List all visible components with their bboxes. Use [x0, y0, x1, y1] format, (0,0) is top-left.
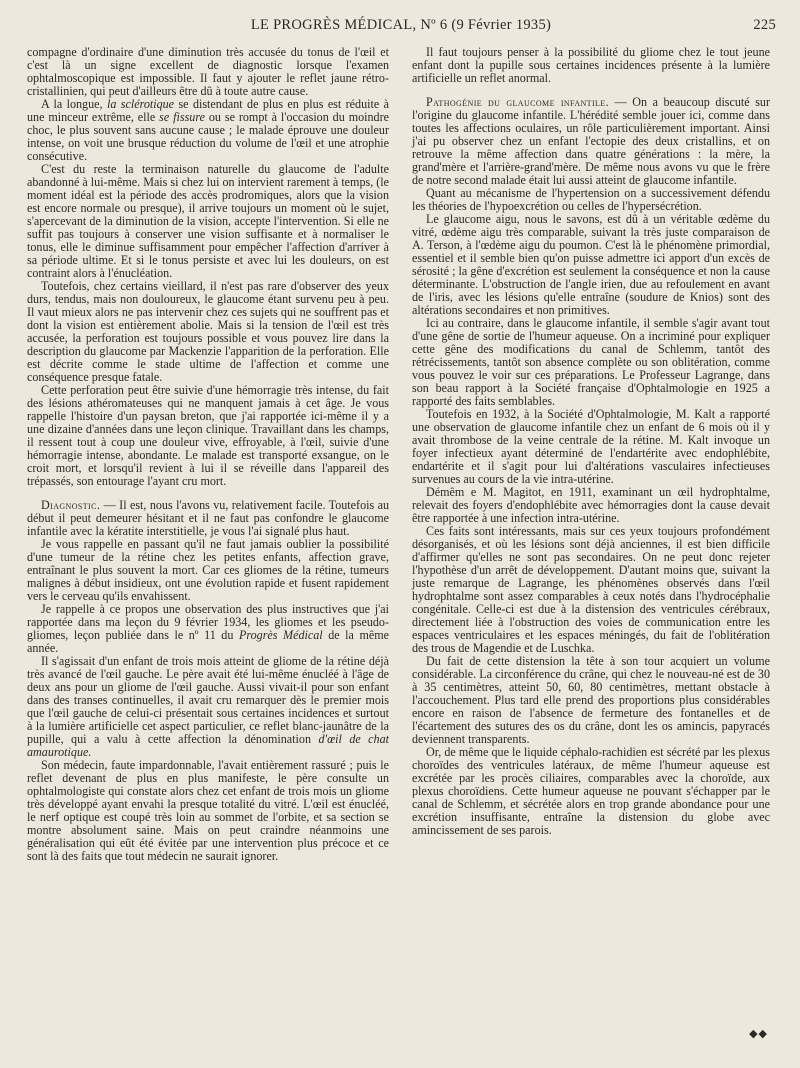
page-number: 225 [753, 17, 776, 33]
paragraph: Toutefois, chez certains vieillard, il n'est pas rare d'observer des yeux durs, tendus, mais non douloureux, le glaucome étant survenu peu à peu. Il vaut mieux alors ne pas intervenir chez ces sujets qui ne souffrent pas et dont la vision est entièrement abolie. Mais si la tension de l'œil est très accusée, la perforation est toujours possible et vous pouvez lire dans la description du glaucome par Mackenzie l'apparition de la perforation. Elle est décrite comme le stade ultime de l'affection et comme une conséquence presque fatale. [27, 279, 389, 384]
left-column [27, 46, 389, 863]
paragraph: Il s'agissait d'un enfant de trois mois atteint de gliome de la rétine déjà très avancé de l'œil gauche. Le père avait été lui-même énucléé à l'âge de deux ans pour un gliome de l'œil gauche. Aussi vivait-il pour son enfant dans des transes continuelles, il avait cru remarquer dès le premier mois que l'œil gauche de celui-ci présentait sous certaines incidences et surtout à la lumière artificielle cet aspect particulier, ce reflet blanc-jaunâtre de la pupille, qui a valu à cette affection la dénomination d'œil de chat amaurotique. [27, 654, 389, 759]
paragraph: Ici au contraire, dans le glaucome infantile, il semble s'agir avant tout d'une gêne de sortie de l'humeur aqueuse. On a incriminé pour expliquer cette gêne des modifications du canal de Schlemm, tantôt des rétrécissements, tantôt son absence complète ou son oblitération, comme vous pouvez le voir sur ces préparations. Le Professeur Lagrange, dans son beau rapport à la Société française d'Ophtalmologie en 1925 a rapporté des faits semblables. [412, 316, 770, 408]
paragraph: Il faut toujours penser à la possibilité du gliome chez le tout jeune enfant dont la pupille sous certaines incidences présente à la lumière artificielle un reflet anormal. [412, 45, 770, 85]
paragraph: compagne d'ordinaire d'une diminution très accusée du tonus de l'œil et c'est là un signe excellent de diagnostic lorsque l'examen ophtalmoscopique est impossible. Il faut y ajouter le reflet jaune rétro-cristallinien, qui peut d'ailleurs être dû à toute autre cause. [27, 45, 389, 98]
paragraph: Toutefois en 1932, à la Société d'Ophtalmologie, M. Kalt a rapporté une observation de glaucome infantile chez un enfant de 6 mois où il y avait thrombose de la veine centrale de la rétine. M. Kalt invoque un foyer infectieux ayant déterminé de l'endartérite avec endophlébite, endartérite et il s'agit pour lui d'altérations vasculaires infectieuses survenues au cours de la vie intra-utérine. [412, 407, 770, 486]
paragraph: Le glaucome aigu, nous le savons, est dû à un véritable œdème du vitré, œdème aigu très comparable, suivant la très juste comparaison de A. Terson, à l'œdème aigu du poumon. C'est là le phénomène primordial, essentiel et il semble bien qu'on puisse admettre ici apport d'un excès de sérosité ; la gêne d'excrétion est seulement la conséquence et non la cause déterminante. L'obstruction de l'angle irien, due au refoulement en avant de l'iris, avec les lésions qu'elle entraîne (soudure de Knios) sont des altérations secondaires et non primitives. [412, 212, 770, 317]
section-pathogenie: Pathogénie du glaucome infantile. — On a beaucoup discuté sur l'origine du glaucome infantile. L'hérédité semble jouer ici, comme dans toutes les affections oculaires, un rôle particulièrement important. Ainsi j'ai pu observer chez un enfant l'ectopie des deux cristallins, et on retrouve la même affection dans quatre générations : la mère, la grand'mère et l'arrière-grand'mère. De même nous avons vu que le frère de notre second malade était lui aussi atteint de glaucome infantile. [412, 95, 770, 187]
right-column [412, 46, 770, 837]
end-ornament: ◆◆ [749, 1028, 768, 1040]
paragraph: Cette perforation peut être suivie d'une hémorragie très intense, du fait des lésions athéromateuses qui ne manquent jamais à cet âge. Je vous rappelle l'histoire d'un paysan breton, que j'ai rapportée ici-même il y a une dizaine d'années dans une leçon clinique. Travaillant dans les champs, il ressent tout à coup une douleur vive, effroyable, à l'œil, suivie d'une hémorragie intense, abondante. Le malade est transporté exsangue, on le croit mort, et lorsqu'il revient à lui il se réveille dans l'appareil des trépassés, son entourage l'ayant cru mort. [27, 383, 389, 488]
running-header [26, 17, 776, 37]
paragraph: Son médecin, faute impardonnable, l'avait entièrement rassuré ; puis le reflet devenant de plus en plus manifeste, le père consulte un ophtalmologiste qui constate alors chez cet enfant de trois mois un gliome très développé ayant envahi la presque totalité du vitré. L'œil est énucléé, le nerf optique est coupé très loin au sommet de l'orbite, et sa section se montre absolument saine. Mais on peut craindre néanmoins une généralisation qui eût été évitée par une intervention plus précoce et ce sont là des faits que tout médecin ne saurait ignorer. [27, 758, 389, 863]
journal-title: LE PROGRÈS MÉDICAL, Nº 6 (9 Février 1935) [250, 17, 552, 33]
paragraph: Du fait de cette distension la tête à son tour acquiert un volume considérable. La circonférence du crâne, qui chez le nouveau-né est de 30 à 35 centimètres, atteint 50, 60, 80 centimètres, mettant obstacle à l'accouchement. Plus tard elle prend des proportions plus considérables encore en raison de l'absence de fermeture des fontanelles et de l'écartement des sutures des os du crâne, dont les os amincis, papyracés deviennent transparents. [412, 654, 770, 746]
paragraph: A la longue, la sclérotique se distendant de plus en plus est réduite à une minceur extrême, elle se fissure ou se rompt à l'occasion du moindre choc, le plus souvent sans aucune cause ; le malade éprouve une douleur intense, on voit une brusque réduction du volume de l'œil et une atrophie consécutive. [27, 97, 390, 163]
paragraph: Or, de même que le liquide céphalo-rachidien est sécrété par les plexus choroïdes des ventricules latéraux, de même l'humeur aqueuse est excrétée par les procès ciliaires, comparables avec la choroïde, aux plexus choroïdiens. Cette humeur aqueuse ne pouvant s'échapper par le canal de Schlemm, et sécrétée alors en trop grande abondance pour une excrétion insuffisante, entraîne la distension du globe avec amincissement de ses parois. [412, 745, 770, 837]
paragraph: Quant au mécanisme de l'hypertension on a successivement défendu les théories de l'hypoexcrétion ou celles de l'hypersécrétion. [412, 186, 770, 213]
section-diagnostic: Diagnostic. — Il est, nous l'avons vu, relativement facile. Toutefois au début il peut demeurer hésitant et il ne faut pas confondre le glaucome infantile avec la kératite interstitielle, je vous l'ai signalé plus haut. [27, 498, 389, 538]
section-heading: Diagnostic. [41, 498, 101, 512]
paragraph: Je vous rappelle en passant qu'il ne faut jamais oublier la possibilité d'une tumeur de la rétine chez les petites enfants, affection grave, entraînant le plus souvent la mort. Car ces gliomes de la rétine, tumeurs malignes à début insidieux, ont une évolution rapide et fusent rapidement vers le cerveau qu'ils envahissent. [27, 537, 389, 603]
paragraph: Je rappelle à ce propos une observation des plus instructives que j'ai rapportée dans ma leçon du 9 février 1934, les gliomes et les pseudo-gliomes, leçon publiée dans le nº 11 du Progrès Médical de la même année. [27, 602, 390, 655]
paragraph: C'est du reste la terminaison naturelle du glaucome de l'adulte abandonné à lui-même. Mais si chez lui on intervient rarement à temps, (le moment idéal est la période des accès prodromiques, alors que la vision est encore normale ou presque), il arrive toujours un moment où le sujet, s'apercevant de la diminution de la vision, accepte l'intervention. Si elle ne suffit pas toujours à conserver une vision suffisante et à normaliser le tonus, elle le diminue suffisamment pour empêcher l'affection d'arriver à sa période ultime. Et si le tonus persiste et avec lui les douleurs, on est contraint alors à l'énucléation. [27, 162, 390, 280]
section-heading: Pathogénie du glaucome infantile. [426, 95, 610, 109]
paragraph: Ces faits sont intéressants, mais sur ces yeux toujours profondément désorganisés, et où les lésions sont déjà anciennes, il est bien difficile d'affirmer qu'elles ne sont pas secondaires. On ne peut donc rejeter l'hypothèse d'un arrêt de développement. D'autant moins que, suivant la juste remarque de Lagrange, les phénomènes observés dans l'œil hydrophtalme sont assez comparables à ceux notés dans l'hydrocéphalie congénitale. Celle-ci est due à la distension des ventricules cérébraux, directement liée à l'obstruction des voies de communication entre les espaces ventriculaires et les espaces méningés, du fait de l'oblitération des trous de Magendie et de Luschka. [412, 524, 770, 655]
paragraph: Démêm e M. Magitot, en 1911, examinant un œil hydrophtalme, relevait des foyers d'endophlébite avec hémorragies dont la cause devait être rapportée à une infection intra-utérine. [412, 485, 770, 525]
